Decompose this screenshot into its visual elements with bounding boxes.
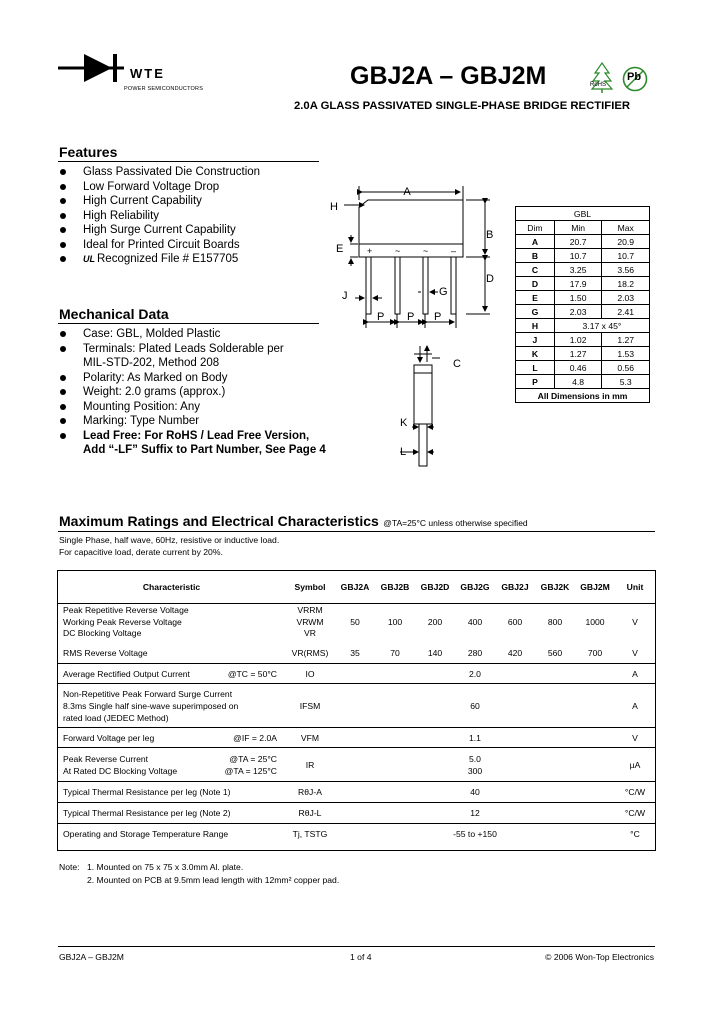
package-outline-diagram — [330, 180, 505, 470]
dim-label-b: B — [486, 229, 494, 241]
mech-item: Weight: 2.0 grams (approx.) — [58, 385, 348, 400]
feature-item: High Reliability — [58, 209, 328, 224]
rohs-label: RoHS — [590, 82, 607, 88]
dim-label-p: P — [434, 311, 442, 323]
dim-row: B 10.7 10.7 — [516, 249, 650, 263]
polarity-ac: ~ — [395, 246, 401, 256]
table-row: Forward Voltage per leg @IF = 2.0A VFM 1.1 V — [58, 728, 655, 748]
dim-header: Min — [554, 221, 602, 235]
note-item: 2. Mounted on PCB at 9.5mm lead length with 12mm² copper pad. — [87, 875, 340, 885]
note-item: 1. Mounted on 75 x 75 x 3.0mm Al. plate. — [87, 862, 244, 872]
mech-item: Case: GBL, Molded Plastic — [58, 327, 348, 342]
ratings-title: Maximum Ratings and Electrical Characteristics — [59, 513, 379, 529]
dim-label-p: P — [377, 311, 385, 323]
dim-label-j: J — [342, 290, 348, 302]
dim-label-h: H — [330, 201, 338, 213]
feature-item: High Surge Current Capability — [58, 223, 328, 238]
features-list — [58, 165, 328, 267]
polarity-minus: – — [451, 246, 457, 256]
feature-item: Glass Passivated Die Construction — [58, 165, 328, 180]
dim-row: E 1.50 2.03 — [516, 291, 650, 305]
table-row: Working Peak Reverse Voltage VRWM 50 100 200 400 600 800 1000 V — [63, 616, 638, 627]
col-header: GBJ2K — [535, 570, 575, 604]
polarity-plus: + — [367, 246, 373, 256]
table-row: Peak Repetitive Reverse Voltage VRRM — [63, 604, 323, 615]
features-title: Features — [59, 144, 118, 160]
notes-label: Note: — [59, 862, 80, 872]
feature-text: Recognized File # E157705 — [97, 253, 239, 265]
mech-item: Terminals: Plated Leads Solderable per — [58, 342, 348, 357]
pb-label: Pb — [627, 71, 642, 83]
col-header: GBJ2A — [335, 570, 375, 604]
polarity-ac: ~ — [423, 246, 429, 256]
dim-label-l: L — [400, 446, 407, 458]
table-row: Typical Thermal Resistance per leg (Note 2) RθJ-L 12 °C/W — [58, 803, 655, 824]
mechanical-title: Mechanical Data — [59, 306, 169, 322]
dim-label-e: E — [336, 243, 344, 255]
dim-label-c: C — [453, 358, 461, 370]
logo-subtext: POWER SEMICONDUCTORS — [124, 86, 204, 92]
dim-row: K 1.27 1.53 — [516, 347, 650, 361]
ratings-table — [58, 570, 655, 845]
table-row: Average Rectified Output Current @TC = 50°C IO 2.0 A — [58, 664, 655, 684]
ratings-rule — [58, 531, 655, 532]
mech-item: Add “-LF” Suffix to Part Number, See Page 4 — [83, 444, 326, 456]
dim-header: Dim — [516, 221, 555, 235]
footer-rule — [58, 946, 655, 947]
mech-item: MIL-STD-202, Method 208 — [83, 357, 220, 369]
dimension-table — [515, 206, 650, 403]
table-row: DC Blocking Voltage VR — [63, 627, 316, 638]
col-header: GBJ2M — [575, 570, 615, 604]
col-header: Unit — [615, 570, 655, 604]
ratings-header-row — [58, 570, 655, 604]
dim-row: C 3.25 3.56 — [516, 263, 650, 277]
ratings-condition: @TA=25°C unless otherwise specified — [383, 518, 528, 528]
dim-row: L 0.46 0.56 — [516, 361, 650, 375]
dim-row: H 3.17 x 45° — [516, 319, 650, 333]
feature-item: Low Forward Voltage Drop — [58, 180, 328, 195]
rohs-tree-icon — [590, 62, 614, 96]
table-row: Typical Thermal Resistance per leg (Note 1) RθJ-A 40 °C/W — [58, 782, 655, 803]
col-header: GBJ2B — [375, 570, 415, 604]
feature-item-ul — [58, 252, 328, 267]
logo-text: WTE — [130, 66, 165, 81]
col-header: Characteristic — [58, 570, 285, 604]
ratings-pre-note: Single Phase, half wave, 60Hz, resistive or inductive load. — [59, 535, 280, 545]
mech-item: Lead Free: For RoHS / Lead Free Version, — [58, 429, 348, 444]
col-header: GBJ2D — [415, 570, 455, 604]
mech-item: Polarity: As Marked on Body — [58, 371, 348, 386]
dim-footer: All Dimensions in mm — [516, 389, 650, 403]
dim-row: J 1.02 1.27 — [516, 333, 650, 347]
footer-left: GBJ2A – GBJ2M — [59, 952, 124, 962]
col-header: GBJ2G — [455, 570, 495, 604]
table-row: Non-Repetitive Peak Forward Surge Current 8.3ms Single half sine-wave superimposed on rated load (JEDEC Method) IFSM 60 A — [58, 684, 655, 728]
dim-row: G 2.03 2.41 — [516, 305, 650, 319]
mechanical-rule — [58, 323, 319, 324]
ratings-pre-note: For capacitive load, derate current by 20%. — [59, 547, 223, 557]
footer-copyright: © 2006 Won-Top Electronics — [545, 952, 654, 962]
dim-row: D 17.9 18.2 — [516, 277, 650, 291]
footer-page: 1 of 4 — [350, 952, 372, 962]
dim-row: P 4.8 5.3 — [516, 375, 650, 389]
dim-package: GBL — [516, 207, 650, 221]
mechanical-list — [58, 327, 348, 458]
feature-item: High Current Capability — [58, 194, 328, 209]
mech-item: Mounting Position: Any — [58, 400, 348, 415]
features-rule — [58, 161, 319, 162]
part-title: GBJ2A – GBJ2M — [350, 62, 547, 90]
dim-row: A 20.7 20.9 — [516, 235, 650, 249]
ul-mark: UL — [83, 254, 95, 264]
feature-item: Ideal for Printed Circuit Boards — [58, 238, 328, 253]
dim-label-d: D — [486, 273, 494, 285]
table-row: Peak Reverse Current @TA = 25°C At Rated DC Blocking Voltage @TA = 125°C IR 5.0 300 µA — [58, 748, 655, 782]
table-row: Operating and Storage Temperature Range Tj, TSTG -55 to +150 °C — [63, 829, 640, 840]
subtitle: 2.0A GLASS PASSIVATED SINGLE-PHASE BRIDGE RECTIFIER — [294, 100, 631, 112]
dim-label-g: G — [439, 286, 448, 298]
ratings-heading — [59, 513, 528, 531]
dim-label-a: A — [403, 186, 411, 198]
dim-header: Max — [602, 221, 650, 235]
col-header: GBJ2J — [495, 570, 535, 604]
col-header: Symbol — [285, 570, 335, 604]
mech-item: Marking: Type Number — [58, 414, 348, 429]
dim-label-k: K — [400, 417, 408, 429]
table-row: RMS Reverse Voltage VR(RMS) 35 70 140 280 420 560 700 V — [58, 648, 655, 664]
dim-label-p: P — [407, 311, 415, 323]
